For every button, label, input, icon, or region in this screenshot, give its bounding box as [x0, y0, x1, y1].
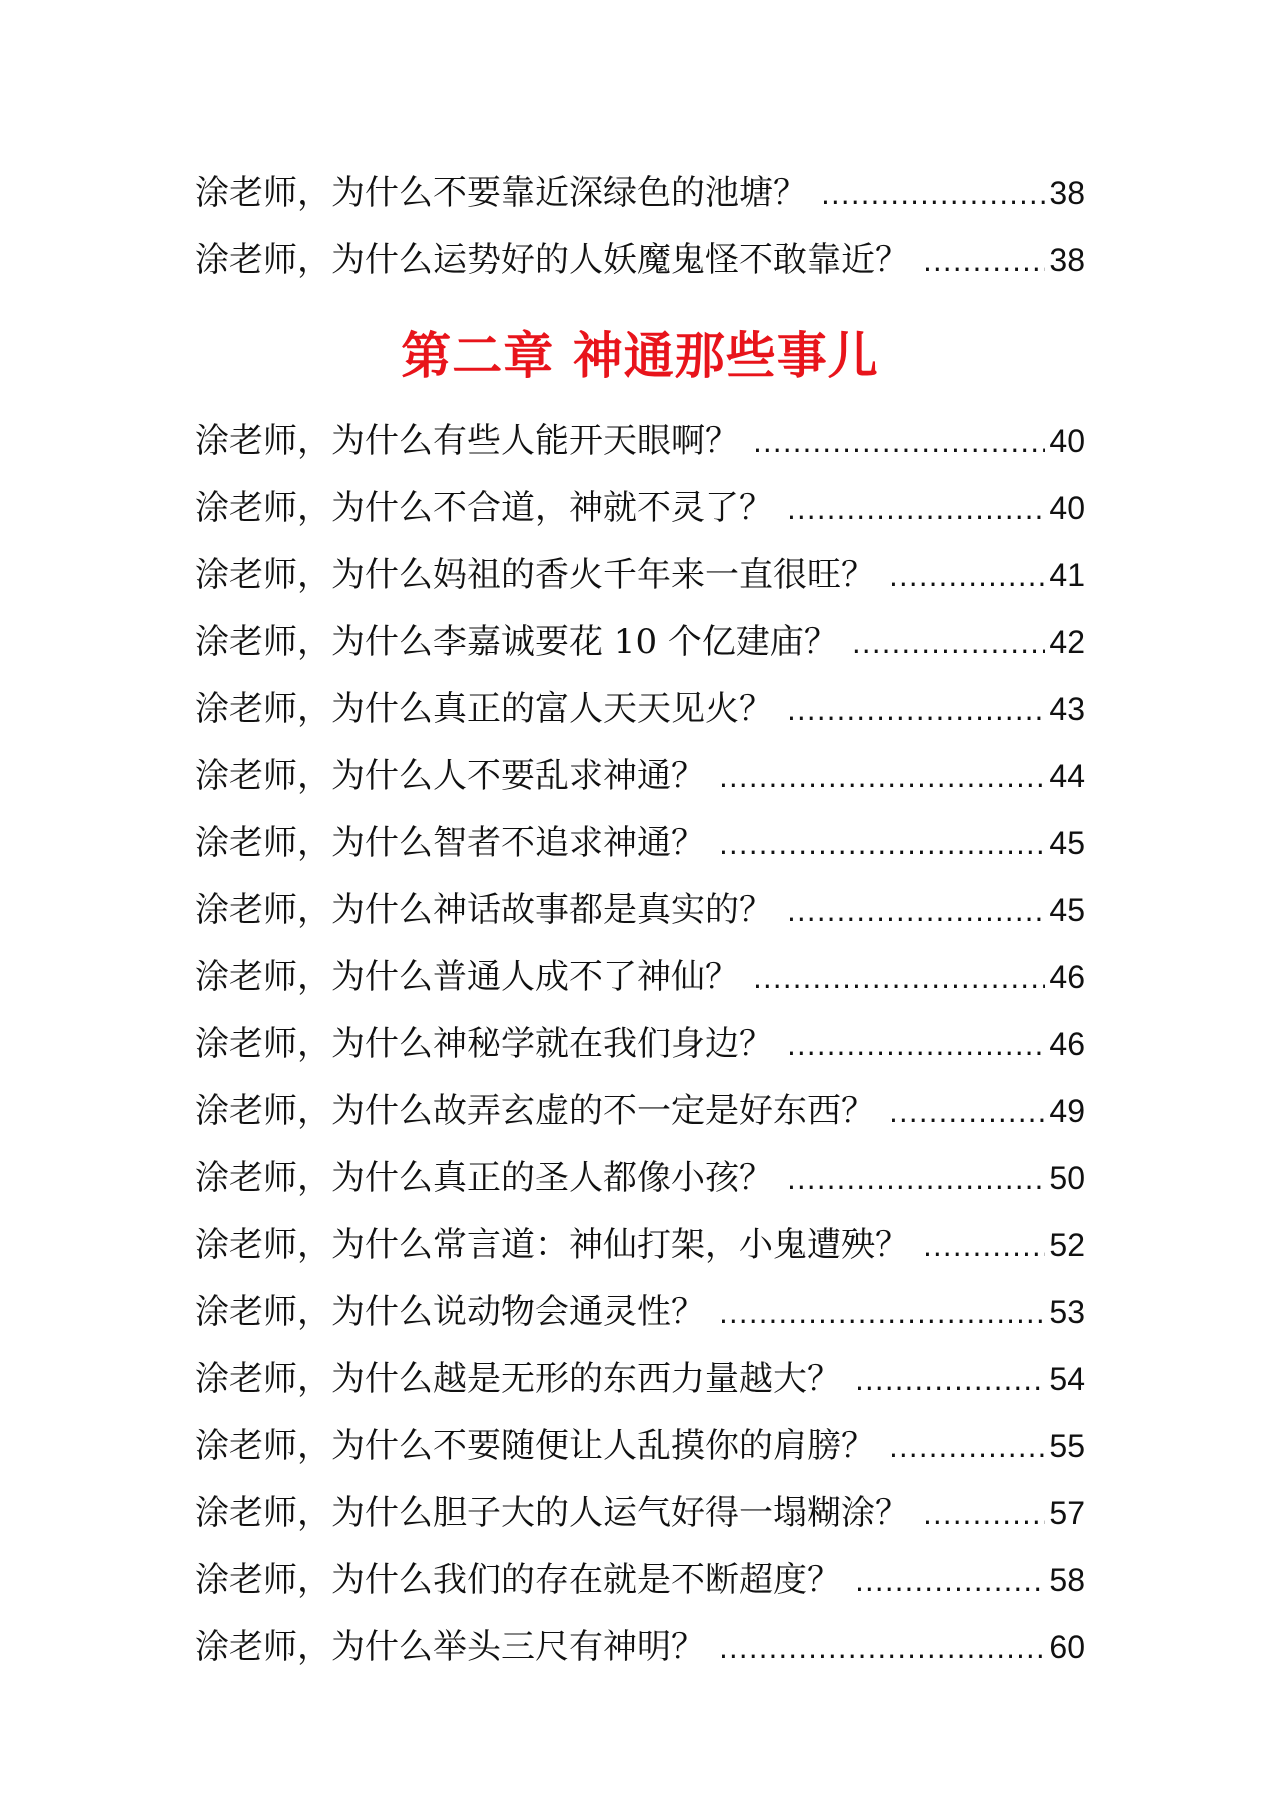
- toc-entry-page-number: 54: [1049, 1361, 1085, 1397]
- dot-leader: [852, 610, 1046, 677]
- dot-leader: [923, 1481, 1045, 1548]
- dot-leader: [753, 945, 1045, 1012]
- toc-entry[interactable]: [195, 944, 1085, 1011]
- toc-entry-page-number: 53: [1049, 1294, 1085, 1330]
- toc-entry[interactable]: [195, 1614, 1085, 1681]
- dot-leader: [923, 228, 1045, 295]
- toc-entry-title: 涂老师，为什么不要靠近深绿色的池塘？: [195, 173, 807, 213]
- toc-entry[interactable]: [195, 160, 1085, 227]
- toc-list-chapter-two: [195, 408, 1085, 1681]
- chapter-heading: 第二章 神通那些事儿: [401, 326, 879, 385]
- toc-entry-title: 涂老师，为什么真正的富人天天见火？: [195, 689, 773, 729]
- toc-entry-title: 涂老师，为什么不合道，神就不灵了？: [195, 488, 773, 528]
- toc-entry-page-number: 38: [1049, 242, 1085, 278]
- toc-entry[interactable]: [195, 227, 1085, 294]
- toc-entry[interactable]: [195, 1212, 1085, 1279]
- toc-entry[interactable]: [195, 1145, 1085, 1212]
- dot-leader: [719, 1280, 1045, 1347]
- dot-leader: [719, 744, 1045, 811]
- dot-leader: [719, 1615, 1045, 1682]
- toc-entry-title: 涂老师，为什么普通人成不了神仙？: [195, 957, 739, 997]
- toc-entry-title: 涂老师，为什么胆子大的人运气好得一塌糊涂？: [195, 1493, 909, 1533]
- toc-entry-title: 涂老师，为什么举头三尺有神明？: [195, 1627, 705, 1667]
- toc-entry-title: 涂老师，为什么神话故事都是真实的？: [195, 890, 773, 930]
- dot-leader: [889, 543, 1045, 610]
- toc-entry[interactable]: [195, 1413, 1085, 1480]
- toc-entry[interactable]: [195, 1011, 1085, 1078]
- toc-entry-title: 涂老师，为什么智者不追求神通？: [195, 823, 705, 863]
- toc-entry-page-number: 55: [1049, 1428, 1085, 1464]
- dot-leader: [821, 161, 1045, 228]
- toc-entry[interactable]: [195, 475, 1085, 542]
- toc-entry-page-number: 46: [1049, 1026, 1085, 1062]
- toc-entry-page-number: 45: [1049, 892, 1085, 928]
- toc-entry-page-number: 40: [1049, 490, 1085, 526]
- toc-entry[interactable]: [195, 877, 1085, 944]
- toc-entry-title: 涂老师，为什么常言道：神仙打架，小鬼遭殃？: [195, 1225, 909, 1265]
- toc-entry[interactable]: [195, 542, 1085, 609]
- toc-entry[interactable]: [195, 1480, 1085, 1547]
- dot-leader: [787, 677, 1045, 744]
- toc-entry-page-number: 57: [1049, 1495, 1085, 1531]
- toc-entry[interactable]: [195, 1346, 1085, 1413]
- toc-entry-title: 涂老师，为什么故弄玄虚的不一定是好东西？: [195, 1091, 875, 1131]
- toc-entry[interactable]: [195, 810, 1085, 877]
- toc-entry-title: 涂老师，为什么妈祖的香火千年来一直很旺？: [195, 555, 875, 595]
- toc-entry-page-number: 44: [1049, 758, 1085, 794]
- toc-entry-title: 涂老师，为什么真正的圣人都像小孩？: [195, 1158, 773, 1198]
- toc-entry-page-number: 46: [1049, 959, 1085, 995]
- toc-entry-page-number: 58: [1049, 1562, 1085, 1598]
- toc-entry[interactable]: [195, 408, 1085, 475]
- dot-leader: [753, 409, 1045, 476]
- toc-entry[interactable]: [195, 1547, 1085, 1614]
- dot-leader: [923, 1213, 1045, 1280]
- toc-entry-title: 涂老师，为什么人不要乱求神通？: [195, 756, 705, 796]
- table-of-contents: [195, 160, 1085, 1681]
- toc-entry-page-number: 52: [1049, 1227, 1085, 1263]
- dot-leader: [889, 1414, 1045, 1481]
- toc-entry-title: 涂老师，为什么说动物会通灵性？: [195, 1292, 705, 1332]
- dot-leader: [787, 1146, 1045, 1213]
- toc-entry-page-number: 41: [1049, 557, 1085, 593]
- dot-leader: [787, 1012, 1045, 1079]
- toc-entry-page-number: 49: [1049, 1093, 1085, 1129]
- dot-leader: [855, 1347, 1045, 1414]
- toc-entry-page-number: 42: [1049, 624, 1085, 660]
- toc-entry-title: 涂老师，为什么李嘉诚要花 10 个亿建庙？: [195, 622, 838, 662]
- dot-leader: [889, 1079, 1045, 1146]
- dot-leader: [787, 878, 1045, 945]
- toc-entry-title: 涂老师，为什么有些人能开天眼啊？: [195, 421, 739, 461]
- toc-entry-page-number: 43: [1049, 691, 1085, 727]
- toc-entry[interactable]: [195, 676, 1085, 743]
- toc-entry-page-number: 60: [1049, 1629, 1085, 1665]
- toc-entry[interactable]: [195, 743, 1085, 810]
- toc-entry-page-number: 38: [1049, 175, 1085, 211]
- toc-entry-title: 涂老师，为什么运势好的人妖魔鬼怪不敢靠近？: [195, 240, 909, 280]
- toc-entry-title: 涂老师，为什么神秘学就在我们身边？: [195, 1024, 773, 1064]
- toc-entry-page-number: 40: [1049, 423, 1085, 459]
- toc-entry-page-number: 50: [1049, 1160, 1085, 1196]
- dot-leader: [855, 1548, 1045, 1615]
- toc-entry[interactable]: [195, 609, 1085, 676]
- toc-entry[interactable]: [195, 1279, 1085, 1346]
- dot-leader: [787, 476, 1045, 543]
- toc-entry-title: 涂老师，为什么不要随便让人乱摸你的肩膀？: [195, 1426, 875, 1466]
- dot-leader: [719, 811, 1045, 878]
- toc-entry-title: 涂老师，为什么我们的存在就是不断超度？: [195, 1560, 841, 1600]
- toc-entry-page-number: 45: [1049, 825, 1085, 861]
- toc-list-previous-chapter: [195, 160, 1085, 294]
- toc-entry[interactable]: [195, 1078, 1085, 1145]
- toc-entry-title: 涂老师，为什么越是无形的东西力量越大？: [195, 1359, 841, 1399]
